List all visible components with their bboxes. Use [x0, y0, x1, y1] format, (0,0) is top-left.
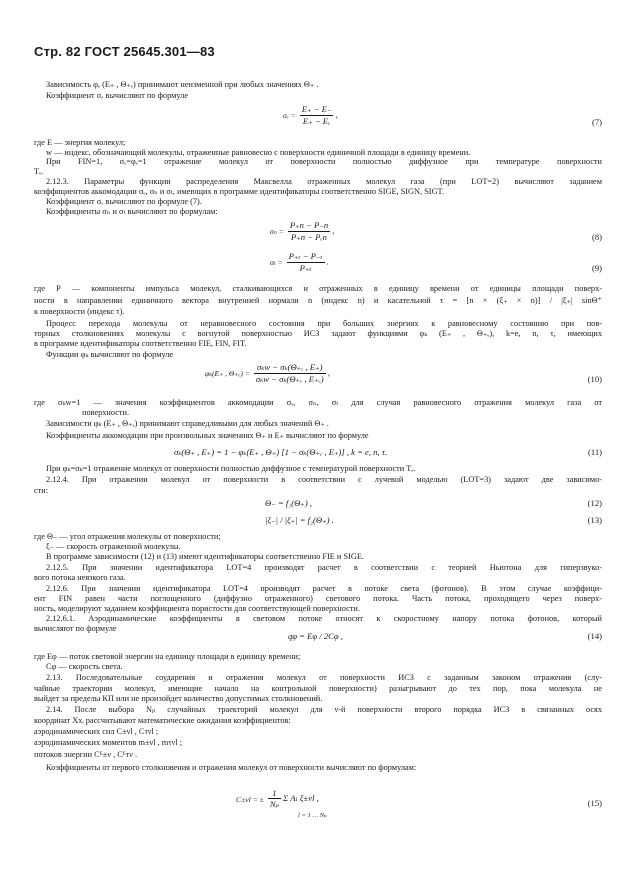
text-line: сти: — [34, 486, 49, 495]
text-line: вого потока неязкого газа. — [34, 573, 126, 582]
equation-15: C±νl = ± $\frac{1}{\text{Nₚ}}$ Σ Aₗ ξ±νl , l = 1 … Nₚ — [236, 788, 327, 819]
text-line: 2.12.6. При значении идентификатора LOT=4 производят расчет в потоке света (фотонов). В этом случае коэффици- — [46, 584, 602, 593]
text-line: в программе идентификаторы соответственно FIE, FIN, FIT. — [34, 339, 247, 348]
text-line: Коэффициент σₑ вычисляют по формуле — [46, 91, 189, 100]
text-line: В программе зависимости (12) и (13) имеют идентификаторы соответственно FIE и SIGE. — [46, 552, 364, 561]
text-line: поверхности. — [82, 408, 130, 417]
text-line: Cφ — скорость света. — [46, 662, 123, 671]
text-line: ент FIN равен части поглощенного (диффузно отраженного) светового потока. Часть потока, проходящего через поверх- — [34, 594, 602, 603]
sum-limits: l = 1 … Nₚ — [298, 812, 327, 819]
text-line: Процесс перехода молекулы от неравновесного состояния при больших энергиях к равновесному состоянию при пов- — [46, 319, 602, 328]
text-line: аэродинамических сил C±νl , Cτνl ; — [34, 727, 159, 736]
text-line: 2.14. После выбора Nₚ случайных траекторий молекул для ν-й поверхности второго порядка ИСЗ в связанных осях — [46, 705, 602, 714]
equation-number: (13) — [587, 515, 602, 525]
text-line: 2.12.6.1. Аэродинамические коэффициенты в световом потоке относят к скоростному напору потока фотонов, который — [46, 614, 602, 623]
text-line: 2.13. Последовательные соударения и отражения молекул от поверхности ИСЗ с заданным законом отражения (слу- — [46, 673, 602, 682]
page-header: Стр. 82 ГОСТ 25645.301—83 — [34, 44, 215, 59]
text-line: Коэффициенты от первого столкновения и отражения молекул от поверхности вычисляют по формулам: — [46, 763, 417, 772]
text-line: выйдет за пределы КП или не произойдет количество допустимых столкновений. — [34, 694, 323, 703]
equation-number: (11) — [588, 447, 602, 457]
text-line: потоков энергии Cᴱ±ν , Cᴱτν . — [34, 750, 138, 759]
text-line: 2.12.5. При значении идентификатора LOT=4 производят расчет в соответствии с теорией Ньютона для гиперзвуко- — [46, 563, 602, 572]
text-line: Tₑ. — [34, 167, 44, 176]
text-line: 2.12.4. При отражении молекул от поверхности в соответствии с лучевой моделью (LOT=3) задают две зависимо- — [46, 475, 602, 484]
text-line: вычисляют по формуле — [34, 624, 117, 633]
equation-8: σₙ = $\frac{P_+n - P_-n}{\text{P₊n − Pₑn}}$ , — [270, 220, 335, 242]
text-line: Коэффициенты аккомодации при произвольных значениях Θ₊ и E₊ вычисляют по формуле — [46, 431, 369, 440]
text-line: Функции φₖ вычисляют по формуле — [46, 350, 174, 359]
text-line: ξ₋ — скорость отраженной молекулы. — [46, 542, 181, 551]
text-line: Коэффициенты σₙ и σₜ вычисляют по формулам: — [46, 207, 218, 216]
text-line: где Θ₋ — угол отражения молекулы от поверхности; — [34, 532, 221, 541]
text-line: ность, моделируют заданием коэффициента пористости для соответствующей поверхности. — [34, 604, 360, 613]
text-line: Зависимости φₖ (E₊ , Θ₊ₑ) принимают справедливыми для любых значений Θ₊ . — [46, 419, 329, 428]
equation-number: (9) — [591, 263, 602, 273]
equation-10: φₖ(E₊ , Θ₊ₑ) = $\frac{\text{σₖw − σₖ(Θ₊ₑ , E₊)}}{\text{σₖw − σₖ(Θ₊ₑ , E₊ₑ)}}$ , — [205, 362, 330, 384]
text-line: w — индекс, обозначающий молекулы, отраженные равновесно с поверхности единичной площади в единицу времени. — [46, 148, 471, 157]
text-line: аэродинамических моментов m±νl , mτνl ; — [34, 738, 182, 747]
text-line: чайные траектории молекул, имеющие начало на контрольной поверхности) разыгрывают до тех пор, пока молекула не — [34, 684, 602, 693]
text-line: к поверхности (индекс τ). — [34, 307, 125, 316]
text-line: При FIN=1, σₑ=φₑ=1 отражение молекул от поверхности полностью диффузное при температуре поверхности — [46, 157, 602, 166]
equation-14: qφ = Eφ / 2Cφ , — [288, 631, 343, 641]
text-line: При φₖ=σₖ=1 отражение молекул от поверхности полностью диффузное с температурой поверхности Tₑ. — [46, 464, 416, 473]
equation-number: (15) — [587, 798, 602, 808]
text-line: где Eφ — поток световой энергии на единицу площади в единицу времени; — [34, 652, 301, 661]
equation-number: (8) — [591, 232, 602, 242]
text-line: где P — компоненты импульса молекул, сталкивающихся и отраженных в единицу времени от единицы площади поверх- — [34, 284, 602, 293]
equation-number: (12) — [587, 498, 602, 508]
equation-number: (10) — [587, 374, 602, 384]
text-line: где σₖw=1 — значения коэффициентов аккомодации σₑ, σₙ, σₜ для случая равновесного отражения молекул газа от — [34, 398, 602, 407]
text-line: 2.12.3. Параметры функции распределения Максвелла отраженных молекул газа (при LOT=2) вычисляют заданием — [46, 177, 602, 186]
text-line: Зависимость φₑ (E₊ , Θ₊ₑ) принимают неизменной при любых значениях Θ₊ . — [46, 80, 319, 89]
equation-13: |ξ₋| / |ξ₊| = f₂(Θ₊) . — [265, 515, 334, 525]
text-line: ности в направлении единичного вектора внутренней нормали n (индекс n) и касательной τ = [n × (ξ₊ × n)] / |ξ₊| sinΘ⁺ — [34, 296, 602, 305]
text-line: коэффициентов аккомодации σₑ, σₙ и σₜ, имеющих в программе идентификаторы соответственно SIGE, SIGN, SIGT. — [34, 187, 445, 196]
equation-number: (14) — [587, 631, 602, 641]
equation-11: σₖ(Θ₊ , E₊) = 1 − φₖ(E₊ , Θ₊) [1 − σₖ(Θ₊ₑ , E₊)] , k = e, n, τ. — [174, 447, 387, 457]
equation-12: Θ₋ = f₁(Θ₊) , — [265, 498, 312, 508]
equation-9: σₜ = $\frac{\text{P₊ₜ − P₋ₜ}}{\text{P₊ₜ}}$ . — [270, 251, 329, 273]
text-line: торных столкновениях молекулы с вогнутой поверхностью ИСЗ задают функциями φₖ (E₊ , Θ₊ₑ), k=e, n, τ, имеющих — [34, 329, 602, 338]
text-line: координат Xxᵢ рассчитывают математические ожидания коэффициентов: — [34, 716, 291, 725]
text-line: Коэффициент σₑ вычисляют по формуле (7). — [46, 197, 202, 206]
equation-number: (7) — [591, 117, 602, 127]
text-line: где E — энергия молекул; — [34, 138, 126, 147]
equation-7: σₑ = $\frac{E_+ - E_-}{\text{E₊ − Eₑ}}$ , — [283, 104, 338, 126]
